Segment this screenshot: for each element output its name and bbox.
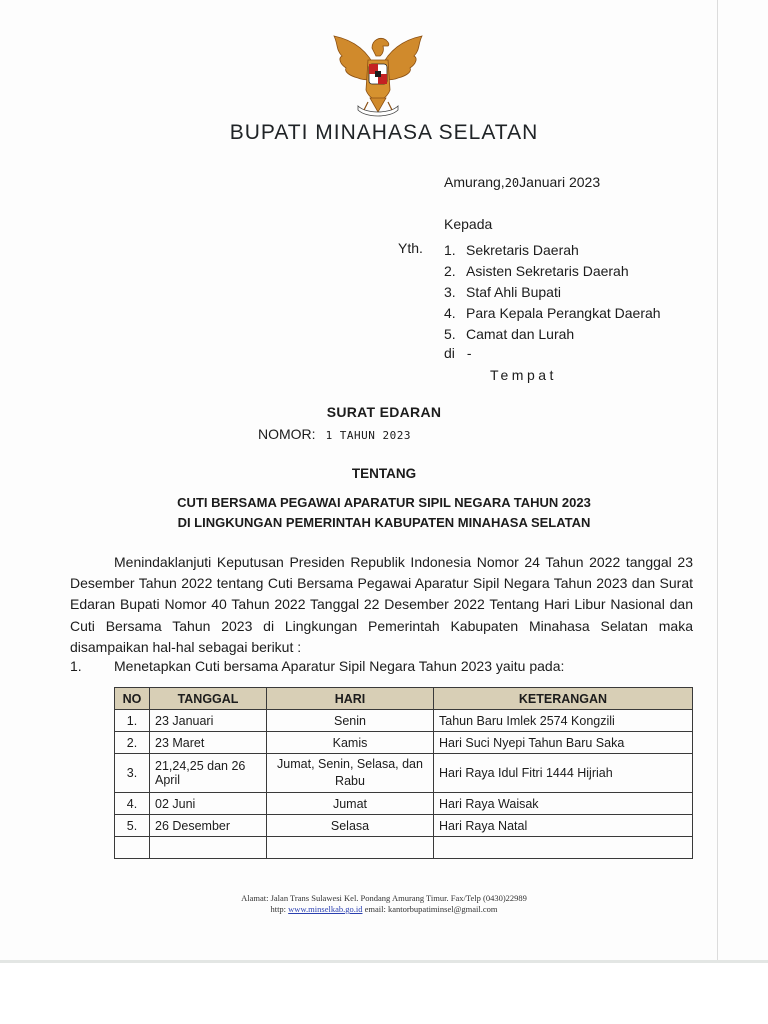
table-header-row: [115, 688, 693, 710]
cell-hari: Jumat, Senin, Selasa, dan Rabu: [267, 754, 434, 793]
item-number: 1.: [70, 658, 82, 674]
cell-keterangan: Tahun Baru Imlek 2574 Kongzili: [434, 710, 693, 732]
header-hari: HARI: [267, 688, 434, 710]
cell-tanggal: 23 Maret: [150, 732, 267, 754]
website-link[interactable]: www.minselkab.go.id: [288, 904, 363, 914]
table-row-empty: [115, 837, 693, 859]
cell-no: 5.: [115, 815, 150, 837]
letter-number: [258, 426, 411, 442]
recipient-item: [444, 282, 661, 303]
tentang-heading: TENTANG: [351, 466, 417, 481]
leave-table: [114, 687, 693, 859]
letter-subject: [0, 493, 768, 533]
cell-no: 4.: [115, 793, 150, 815]
recipient-label: Asisten Sekretaris Daerah: [466, 263, 629, 279]
recipient-number: 2.: [444, 263, 456, 279]
table-row: [115, 793, 693, 815]
recipient-label: Camat dan Lurah: [466, 326, 575, 342]
list-item: [70, 658, 564, 674]
cell-keterangan: Hari Suci Nyepi Tahun Baru Saka: [434, 732, 693, 754]
cell-keterangan: Hari Raya Natal: [434, 815, 693, 837]
page-bottom-edge: [0, 960, 768, 963]
recipient-number: 4.: [444, 305, 456, 321]
recipient-label: Sekretaris Daerah: [466, 242, 579, 258]
nomor-value-handwritten: 1 TAHUN 2023: [325, 429, 412, 442]
email-address: kantorbupatiminsel@gmail.com: [387, 904, 498, 914]
cell-empty: [434, 837, 693, 859]
cell-hari: Kamis: [267, 732, 434, 754]
recipient-number: 5.: [444, 326, 456, 342]
di-dash: -: [466, 345, 472, 361]
cell-tanggal: 21,24,25 dan 26 April: [150, 754, 267, 793]
subject-line-1: CUTI BERSAMA PEGAWAI APARATUR SIPIL NEGARA TAHUN 2023: [177, 495, 591, 510]
letter-type: SURAT EDARAN: [326, 404, 442, 420]
item-text: Menetapkan Cuti bersama Aparatur Sipil Negara Tahun 2023 yaitu pada:: [114, 658, 565, 674]
cell-no: 1.: [115, 710, 150, 732]
kepada-label: Kepada: [444, 216, 493, 232]
footer-contact: [0, 904, 768, 915]
recipient-list: [444, 240, 661, 345]
recipient-label: Staf Ahli Bupati: [466, 284, 561, 300]
cell-keterangan: Hari Raya Waisak: [434, 793, 693, 815]
table-row: [115, 732, 693, 754]
letterhead-footer: [0, 893, 768, 915]
recipient-number: 3.: [444, 284, 456, 300]
cell-hari: Senin: [267, 710, 434, 732]
di-line: [444, 345, 472, 361]
footer-address: Alamat: Jalan Trans Sulawesi Kel. Pondang Amurang Timur. Fax/Telp (0430)22989: [241, 893, 527, 903]
recipient-item: [444, 303, 661, 324]
table-row: [115, 815, 693, 837]
cell-empty: [267, 837, 434, 859]
cell-hari: Selasa: [267, 815, 434, 837]
recipient-number: 1.: [444, 242, 456, 258]
header-no: NO: [115, 688, 150, 710]
cell-keterangan: Hari Raya Idul Fitri 1444 Hijriah: [434, 754, 693, 793]
table-row: [115, 710, 693, 732]
nomor-label: NOMOR:: [258, 426, 316, 442]
date-place: Amurang,: [444, 174, 505, 190]
page-title: BUPATI MINAHASA SELATAN: [229, 121, 539, 144]
tempat-label: Tempat: [490, 367, 557, 383]
yth-label: Yth.: [398, 240, 423, 256]
header-keterangan: KETERANGAN: [434, 688, 693, 710]
recipient-label: Para Kepala Perangkat Daerah: [466, 305, 661, 321]
letter-date: [444, 174, 600, 190]
recipient-item: [444, 240, 661, 261]
cell-tanggal: 02 Juni: [150, 793, 267, 815]
cell-tanggal: 26 Desember: [150, 815, 267, 837]
subject-line-2: DI LINGKUNGAN PEMERINTAH KABUPATEN MINAHASA SELATAN: [177, 515, 591, 530]
cell-empty: [115, 837, 150, 859]
table-row: [115, 754, 693, 793]
recipient-item: [444, 261, 661, 282]
cell-hari: Jumat: [267, 793, 434, 815]
recipient-item: [444, 324, 661, 345]
footer-http-label: http:: [270, 904, 287, 914]
cell-tanggal: 23 Januari: [150, 710, 267, 732]
cell-no: 2.: [115, 732, 150, 754]
body-paragraph: Menindaklanjuti Keputusan Presiden Republik Indonesia Nomor 24 Tahun 2022 tanggal 23 Desember Tahun 2022 tentang Cuti Bersama Pegawai Aparatur Sipil Negara Tahun 2023 dan Surat Edaran Bupati Nomor 40 Tahun 2022 Tanggal 22 Desember 2022 Tentang Hari Libur Nasional dan Cuti Bersama Tahun 2023 di Lingkungan Pemerintah Kabupaten Minahasa Selatan maka disampaikan hal-hal sebagai berikut :: [70, 554, 693, 655]
garuda-pancasila-emblem-icon: [328, 30, 428, 120]
header-tanggal: TANGGAL: [150, 688, 267, 710]
cell-no: 3.: [115, 754, 150, 793]
date-month-year: Januari 2023: [519, 174, 601, 190]
di-label: di: [444, 345, 455, 361]
date-day-handwritten: 20: [504, 176, 520, 190]
cell-empty: [150, 837, 267, 859]
footer-email-label: email:: [364, 904, 386, 914]
